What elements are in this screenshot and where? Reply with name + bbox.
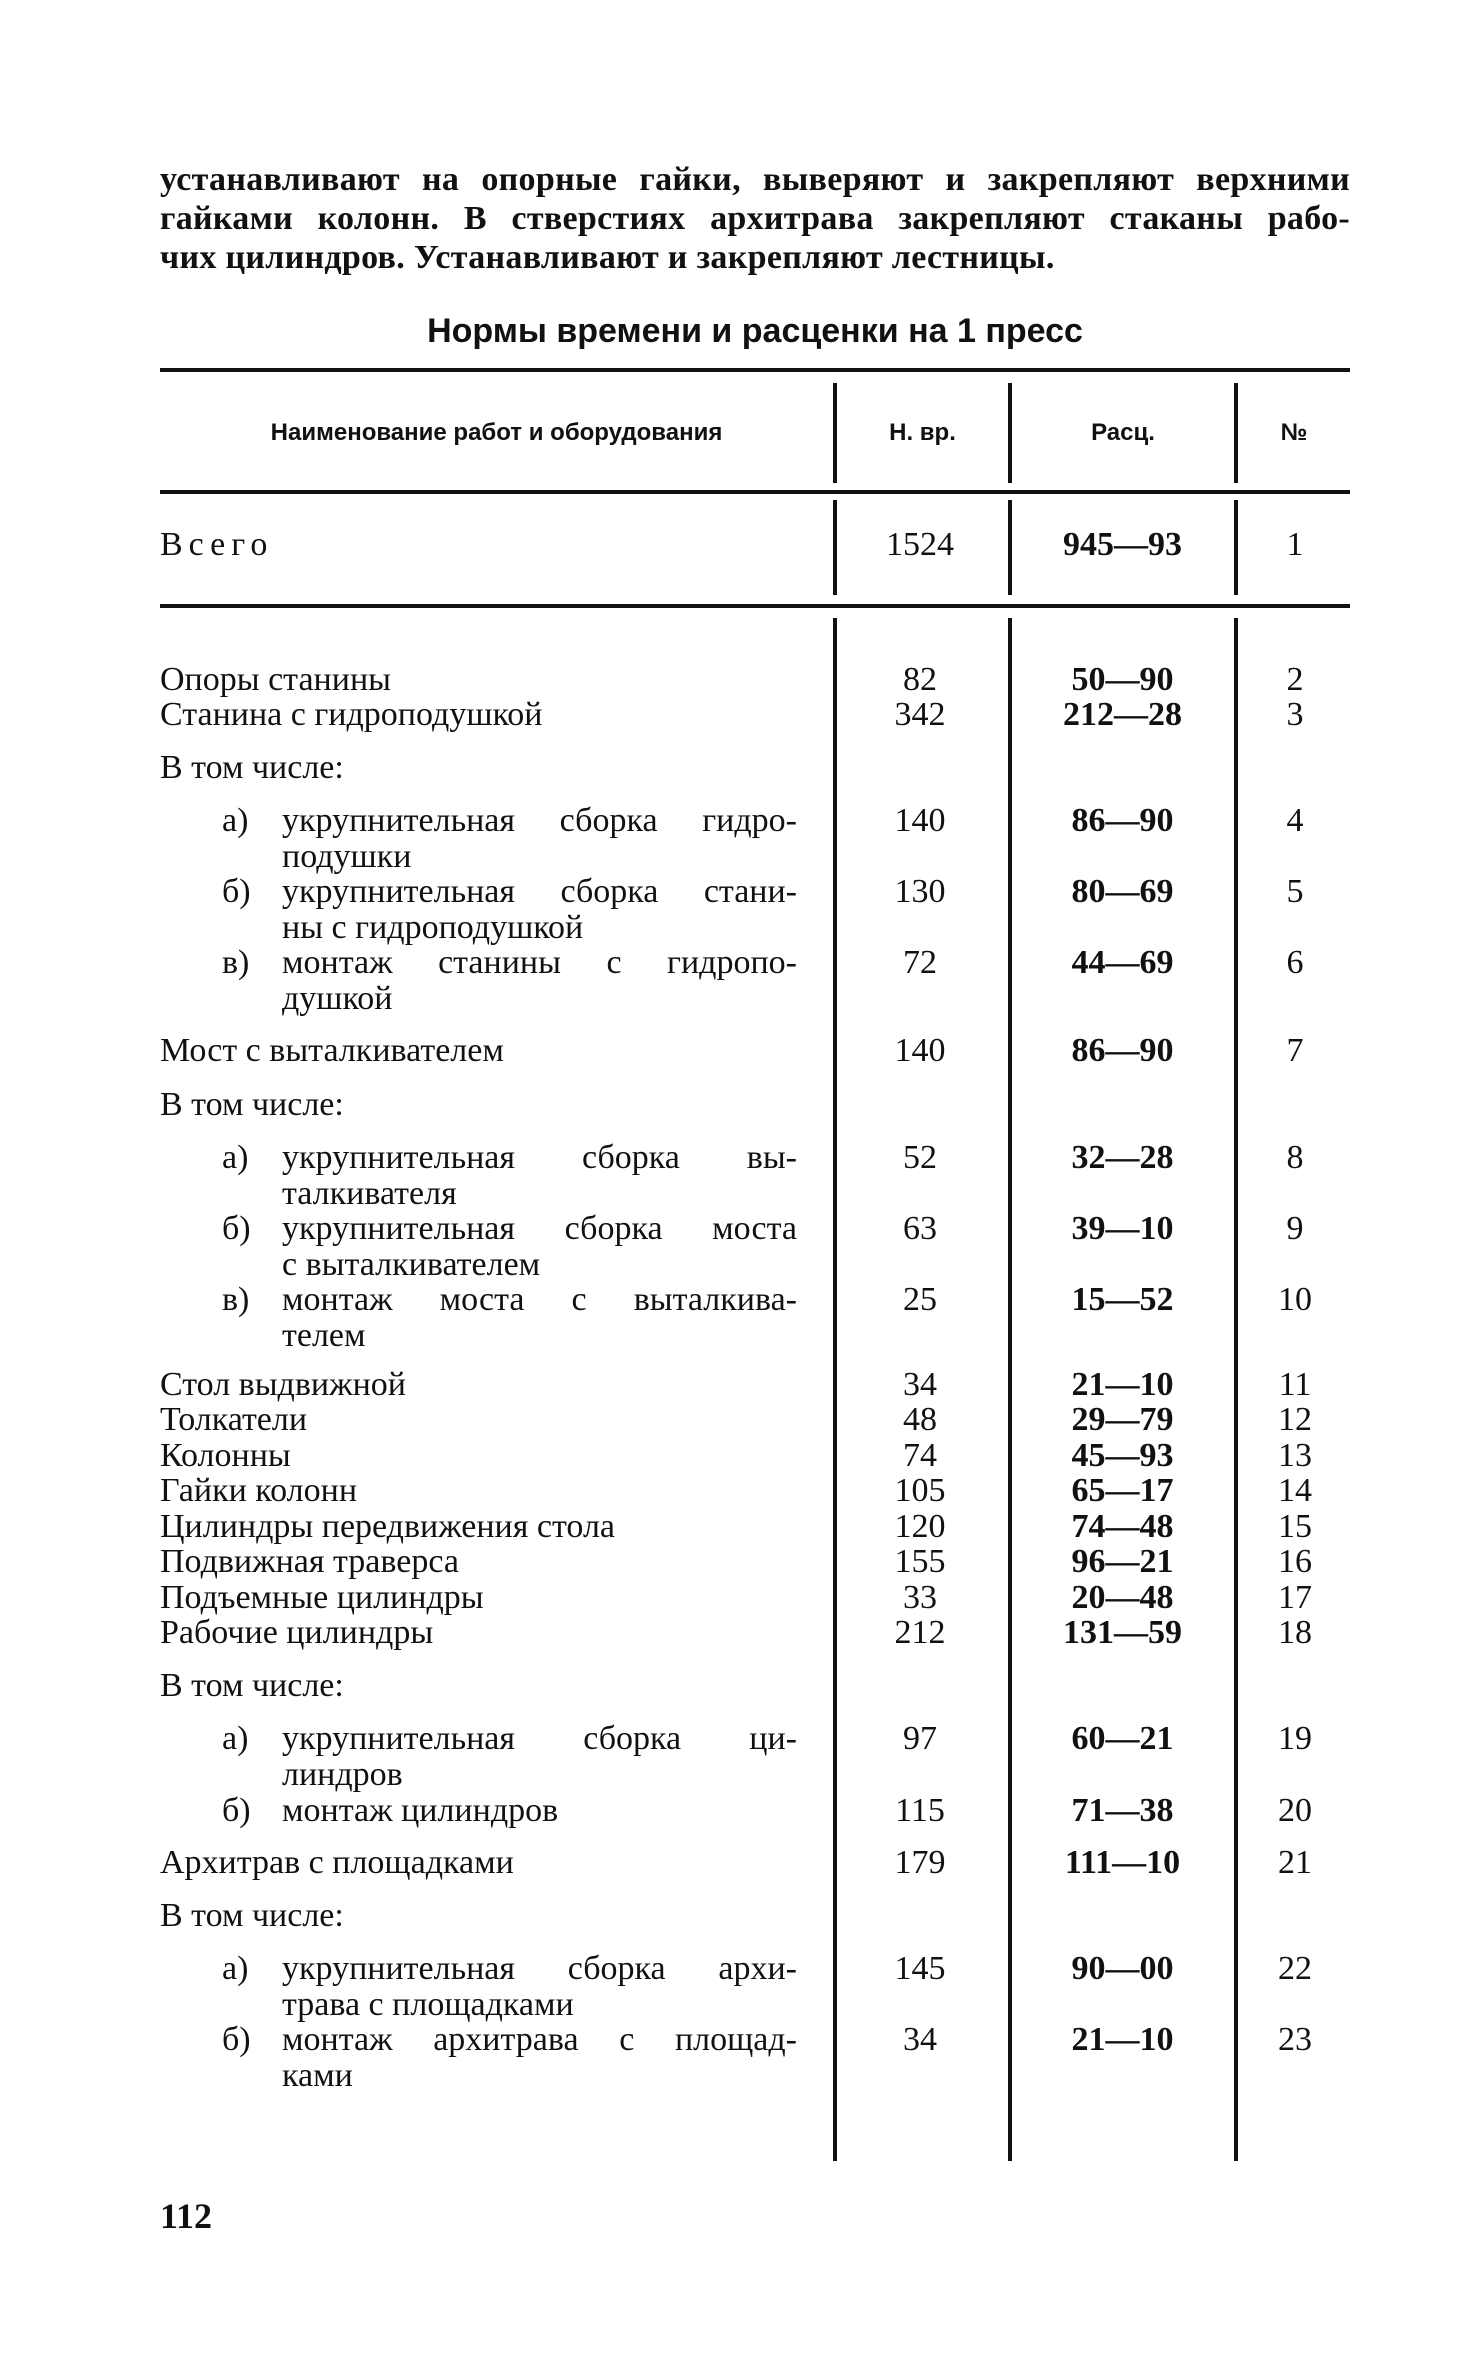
row-label-line: Опоры станины — [160, 661, 391, 698]
row-time: 155 — [894, 1543, 946, 1580]
row-marker: б) — [222, 1792, 251, 1829]
row-time: 212 — [894, 1614, 946, 1651]
row-label — [160, 1509, 800, 1545]
row-marker: а) — [222, 1950, 249, 1987]
row-label-line: В том числе: — [160, 1086, 344, 1123]
row-rate: 20—48 — [1071, 1579, 1174, 1616]
row-label-line: Станина с гидроподушкой — [160, 696, 543, 733]
row-label — [160, 1580, 800, 1616]
row-label-line: В том числе: — [160, 749, 344, 786]
row-time: 140 — [894, 802, 946, 839]
row-label-line: Подъемные цилиндры — [160, 1579, 484, 1616]
column-divider — [1234, 500, 1238, 595]
intro-line: устанавливают на опорные гайки, выверяют и закрепляют верхними — [160, 161, 1350, 198]
row-num: 19 — [1278, 1720, 1312, 1757]
total-time: 1524 — [886, 526, 954, 563]
row-label-line: В том числе: — [160, 1897, 344, 1934]
row-label-line: талкивателя — [282, 1175, 457, 1212]
row-label — [222, 1793, 797, 1829]
total-bottom-rule — [160, 604, 1350, 608]
row-marker: а) — [222, 1139, 249, 1176]
row-rate: 71—38 — [1071, 1792, 1174, 1829]
row-time: 140 — [894, 1032, 946, 1069]
row-rate: 39—10 — [1071, 1210, 1174, 1247]
row-num: 20 — [1278, 1792, 1312, 1829]
row-time: 105 — [894, 1472, 946, 1509]
row-label — [222, 945, 797, 1017]
row-num: 11 — [1278, 1366, 1312, 1403]
row-num: 4 — [1286, 802, 1304, 839]
row-label-line: Толкатели — [160, 1401, 308, 1438]
row-label — [160, 662, 800, 698]
row-label — [222, 2022, 797, 2094]
row-label — [160, 1668, 800, 1704]
row-label-line: Рабочие цилиндры — [160, 1614, 434, 1651]
column-divider — [1234, 618, 1238, 2161]
row-label-line: Стол выдвижной — [160, 1366, 406, 1403]
row-time: 34 — [903, 2021, 937, 2058]
row-time: 48 — [903, 1401, 937, 1438]
row-time: 115 — [895, 1792, 945, 1829]
row-label — [160, 1544, 800, 1580]
row-label — [160, 697, 800, 733]
row-rate: 90—00 — [1071, 1950, 1174, 1987]
row-label-line: телем — [282, 1317, 366, 1354]
row-rate: 131—59 — [1063, 1614, 1182, 1651]
row-label — [222, 1951, 797, 2023]
row-label — [160, 750, 800, 786]
row-label-line: Архитрав с площадками — [160, 1844, 514, 1881]
row-label — [222, 874, 797, 946]
row-label-line: монтаж архитрава с площад- — [282, 2021, 797, 2058]
row-num: 18 — [1278, 1614, 1312, 1651]
row-num: 5 — [1286, 873, 1304, 910]
row-marker: а) — [222, 1720, 249, 1757]
row-time: 145 — [894, 1950, 946, 1987]
row-time: 33 — [903, 1579, 937, 1616]
row-label — [222, 1211, 797, 1283]
row-marker: в) — [222, 944, 250, 981]
row-rate: 60—21 — [1071, 1720, 1174, 1757]
row-time: 34 — [903, 1366, 937, 1403]
row-marker: б) — [222, 2021, 251, 2058]
total-label: Всего — [160, 526, 274, 563]
table-title: Нормы времени и расценки на 1 пресс — [427, 312, 1083, 350]
row-label-line: укрупнительная сборка архи- — [282, 1950, 797, 1987]
header-name: Наименование работ и оборудования — [270, 419, 723, 446]
row-rate: 80—69 — [1071, 873, 1174, 910]
row-rate: 29—79 — [1071, 1401, 1174, 1438]
row-label-line: подушки — [282, 838, 412, 875]
row-label-line: Колонны — [160, 1437, 291, 1474]
row-label-line: линдров — [282, 1756, 403, 1793]
row-num: 10 — [1278, 1281, 1312, 1318]
row-label-line: Мост с выталкивателем — [160, 1032, 504, 1069]
row-rate: 15—52 — [1071, 1281, 1174, 1318]
page-number: 112 — [160, 2196, 213, 2236]
row-num: 13 — [1278, 1437, 1312, 1474]
row-num: 3 — [1286, 696, 1304, 733]
row-num: 9 — [1286, 1210, 1304, 1247]
row-label-line: укрупнительная сборка моста — [282, 1210, 797, 1247]
table-top-rule — [160, 368, 1350, 372]
row-num: 6 — [1286, 944, 1304, 981]
row-rate: 44—69 — [1071, 944, 1174, 981]
intro-line: гайками колонн. В стверстиях архитрава закрепляют стаканы рабо- — [160, 200, 1350, 237]
row-num: 23 — [1278, 2021, 1312, 2058]
row-num: 8 — [1286, 1139, 1304, 1176]
row-time: 63 — [903, 1210, 937, 1247]
row-time: 72 — [903, 944, 937, 981]
row-label — [160, 1438, 800, 1474]
row-rate: 32—28 — [1071, 1139, 1174, 1176]
total-num: 1 — [1286, 526, 1304, 563]
row-label-line: укрупнительная сборка гидро- — [282, 802, 797, 839]
row-time: 120 — [894, 1508, 946, 1545]
row-rate: 111—10 — [1064, 1844, 1181, 1881]
row-label — [160, 1615, 800, 1651]
row-time: 342 — [894, 696, 946, 733]
row-rate: 96—21 — [1071, 1543, 1174, 1580]
row-label — [160, 1845, 800, 1881]
header-bottom-rule — [160, 490, 1350, 494]
row-rate: 50—90 — [1071, 661, 1174, 698]
row-num: 22 — [1278, 1950, 1312, 1987]
intro-paragraph — [160, 160, 1350, 277]
row-label — [160, 1473, 800, 1509]
row-num: 16 — [1278, 1543, 1312, 1580]
row-num: 2 — [1286, 661, 1304, 698]
row-rate: 65—17 — [1071, 1472, 1174, 1509]
row-rate: 212—28 — [1063, 696, 1182, 733]
row-label-line: укрупнительная сборка стани- — [282, 873, 797, 910]
row-rate: 45—93 — [1071, 1437, 1174, 1474]
row-time: 97 — [903, 1720, 937, 1757]
row-label-line: с выталкивателем — [282, 1246, 541, 1283]
header-num: № — [1280, 419, 1308, 446]
row-rate: 86—90 — [1071, 1032, 1174, 1069]
row-marker: а) — [222, 802, 249, 839]
row-label-line: душкой — [282, 980, 393, 1017]
row-label — [160, 1898, 800, 1934]
row-label-line: В том числе: — [160, 1667, 344, 1704]
row-label — [222, 803, 797, 875]
row-label — [160, 1033, 800, 1069]
row-label-line: укрупнительная сборка вы- — [282, 1139, 797, 1176]
row-label — [160, 1087, 800, 1123]
row-num: 15 — [1278, 1508, 1312, 1545]
row-label — [222, 1721, 797, 1793]
row-label — [160, 1402, 800, 1438]
row-label-line: укрупнительная сборка ци- — [282, 1720, 797, 1757]
row-label-line: ны с гидроподушкой — [282, 909, 584, 946]
row-label-line: Цилиндры передвижения стола — [160, 1508, 615, 1545]
row-label-line: монтаж моста с выталкива- — [282, 1281, 797, 1318]
row-label-line: ками — [282, 2057, 353, 2094]
row-rate: 86—90 — [1071, 802, 1174, 839]
row-num: 21 — [1278, 1844, 1312, 1881]
row-num: 7 — [1286, 1032, 1304, 1069]
row-time: 82 — [903, 661, 937, 698]
total-rate: 945—93 — [1063, 526, 1182, 563]
intro-line: чих цилиндров. Устанавливают и закрепляют лестницы. — [160, 239, 1055, 276]
row-label — [222, 1140, 797, 1212]
row-time: 25 — [903, 1281, 937, 1318]
row-marker: б) — [222, 1210, 251, 1247]
row-label-line: монтаж станины с гидропо- — [282, 944, 797, 981]
row-marker: б) — [222, 873, 251, 910]
row-rate: 74—48 — [1071, 1508, 1174, 1545]
row-label — [160, 1367, 800, 1403]
row-label-line: монтаж цилиндров — [282, 1792, 559, 1829]
row-rate: 21—10 — [1071, 2021, 1174, 2058]
row-marker: в) — [222, 1281, 250, 1318]
row-label-line: трава с площадками — [282, 1986, 574, 2023]
header-rate: Расц. — [1091, 419, 1155, 446]
row-num: 12 — [1278, 1401, 1312, 1438]
row-time: 130 — [894, 873, 946, 910]
row-time: 74 — [903, 1437, 937, 1474]
row-time: 179 — [894, 1844, 946, 1881]
row-time: 52 — [903, 1139, 937, 1176]
header-time: Н. вр. — [889, 419, 956, 446]
row-label-line: Гайки колонн — [160, 1472, 358, 1509]
row-label — [222, 1282, 797, 1354]
row-num: 14 — [1278, 1472, 1312, 1509]
row-label-line: Подвижная траверса — [160, 1543, 459, 1580]
row-rate: 21—10 — [1071, 1366, 1174, 1403]
row-num: 17 — [1278, 1579, 1312, 1616]
